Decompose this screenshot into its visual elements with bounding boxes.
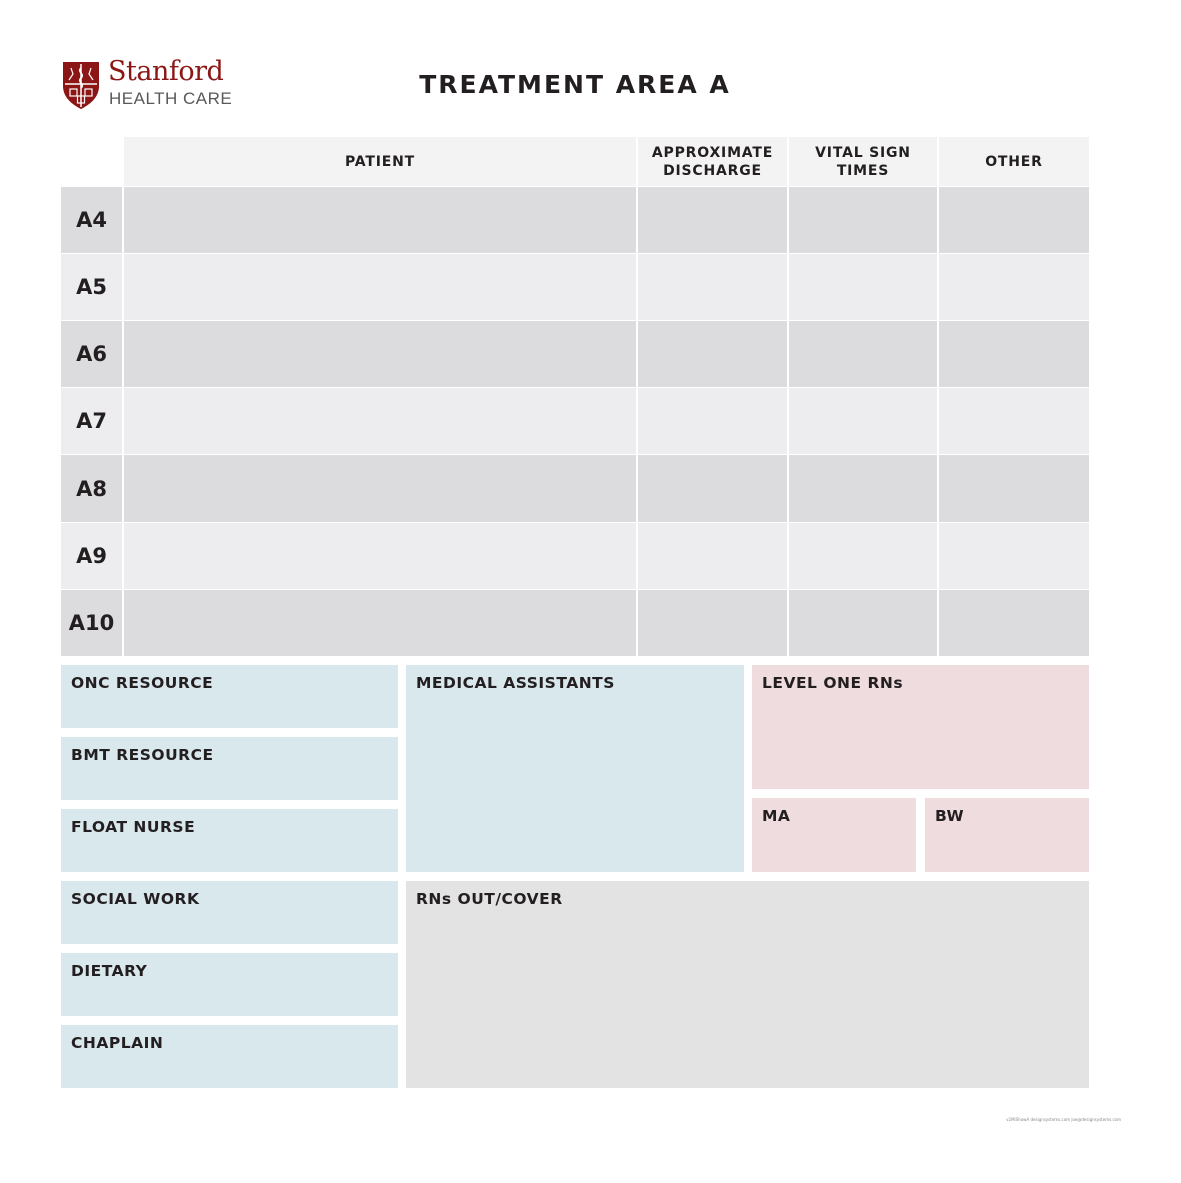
patient-cell[interactable] bbox=[124, 523, 636, 589]
float-nurse-box[interactable] bbox=[61, 809, 398, 872]
rns-out-cover-box[interactable] bbox=[406, 881, 1089, 1088]
discharge-cell[interactable] bbox=[638, 388, 787, 454]
ma-label: MA bbox=[762, 807, 791, 825]
patient-cell[interactable] bbox=[124, 590, 636, 656]
vital-sign-cell[interactable] bbox=[789, 523, 937, 589]
bay-label: A5 bbox=[61, 254, 122, 320]
column-header-vital-sign-times: VITAL SIGN TIMES bbox=[789, 137, 937, 186]
patient-cell[interactable] bbox=[124, 388, 636, 454]
brand-subtitle: HEALTH CARE bbox=[109, 89, 233, 108]
bay-label: A9 bbox=[61, 523, 122, 589]
other-cell[interactable] bbox=[939, 455, 1089, 522]
stanford-logo bbox=[61, 56, 233, 112]
patient-cell[interactable] bbox=[124, 254, 636, 320]
patient-cell[interactable] bbox=[124, 455, 636, 522]
other-cell[interactable] bbox=[939, 321, 1089, 387]
column-header-other: OTHER bbox=[939, 137, 1089, 186]
other-cell[interactable] bbox=[939, 254, 1089, 320]
social-work-box[interactable] bbox=[61, 881, 398, 944]
vital-sign-cell[interactable] bbox=[789, 388, 937, 454]
other-cell[interactable] bbox=[939, 523, 1089, 589]
medical-assistants-box[interactable] bbox=[406, 665, 744, 872]
column-header-patient: PATIENT bbox=[124, 137, 636, 186]
footer-credit: v2MiShowA designsystems.com joe@designsystems.com bbox=[1006, 1117, 1121, 1122]
other-cell[interactable] bbox=[939, 388, 1089, 454]
vital-sign-cell[interactable] bbox=[789, 187, 937, 253]
patient-cell[interactable] bbox=[124, 321, 636, 387]
bw-label: BW bbox=[935, 807, 965, 825]
brand-name: Stanford bbox=[108, 56, 224, 87]
float-nurse-label: FLOAT NURSE bbox=[71, 818, 196, 836]
social-work-label: SOCIAL WORK bbox=[71, 890, 200, 908]
discharge-cell[interactable] bbox=[638, 321, 787, 387]
patient-cell[interactable] bbox=[124, 187, 636, 253]
onc-resource-box[interactable] bbox=[61, 665, 398, 728]
vital-sign-cell[interactable] bbox=[789, 321, 937, 387]
vital-sign-cell[interactable] bbox=[789, 590, 937, 656]
level-one-rns-label: LEVEL ONE RNs bbox=[762, 674, 904, 692]
vital-sign-cell[interactable] bbox=[789, 254, 937, 320]
other-cell[interactable] bbox=[939, 187, 1089, 253]
bay-label: A8 bbox=[61, 455, 122, 522]
rns-out-cover-label: RNs OUT/COVER bbox=[416, 890, 563, 908]
onc-resource-label: ONC RESOURCE bbox=[71, 674, 214, 692]
bay-label: A4 bbox=[61, 187, 122, 253]
chaplain-label: CHAPLAIN bbox=[71, 1034, 164, 1052]
dietary-box[interactable] bbox=[61, 953, 398, 1016]
discharge-cell[interactable] bbox=[638, 254, 787, 320]
discharge-cell[interactable] bbox=[638, 455, 787, 522]
bay-label: A10 bbox=[61, 590, 122, 656]
bw-box[interactable] bbox=[925, 798, 1089, 872]
stanford-shield-icon bbox=[61, 60, 101, 110]
board-title: TREATMENT AREA A bbox=[419, 70, 731, 99]
discharge-cell[interactable] bbox=[638, 523, 787, 589]
bmt-resource-box[interactable] bbox=[61, 737, 398, 800]
level-one-rns-box[interactable] bbox=[752, 665, 1089, 789]
dietary-label: DIETARY bbox=[71, 962, 148, 980]
bay-label: A6 bbox=[61, 321, 122, 387]
column-header-approximate-discharge: APPROXIMATE DISCHARGE bbox=[638, 137, 787, 186]
vital-sign-cell[interactable] bbox=[789, 455, 937, 522]
chaplain-box[interactable] bbox=[61, 1025, 398, 1088]
discharge-cell[interactable] bbox=[638, 187, 787, 253]
ma-box[interactable] bbox=[752, 798, 916, 872]
other-cell[interactable] bbox=[939, 590, 1089, 656]
bmt-resource-label: BMT RESOURCE bbox=[71, 746, 214, 764]
discharge-cell[interactable] bbox=[638, 590, 787, 656]
bay-label: A7 bbox=[61, 388, 122, 454]
medical-assistants-label: MEDICAL ASSISTANTS bbox=[416, 674, 615, 692]
